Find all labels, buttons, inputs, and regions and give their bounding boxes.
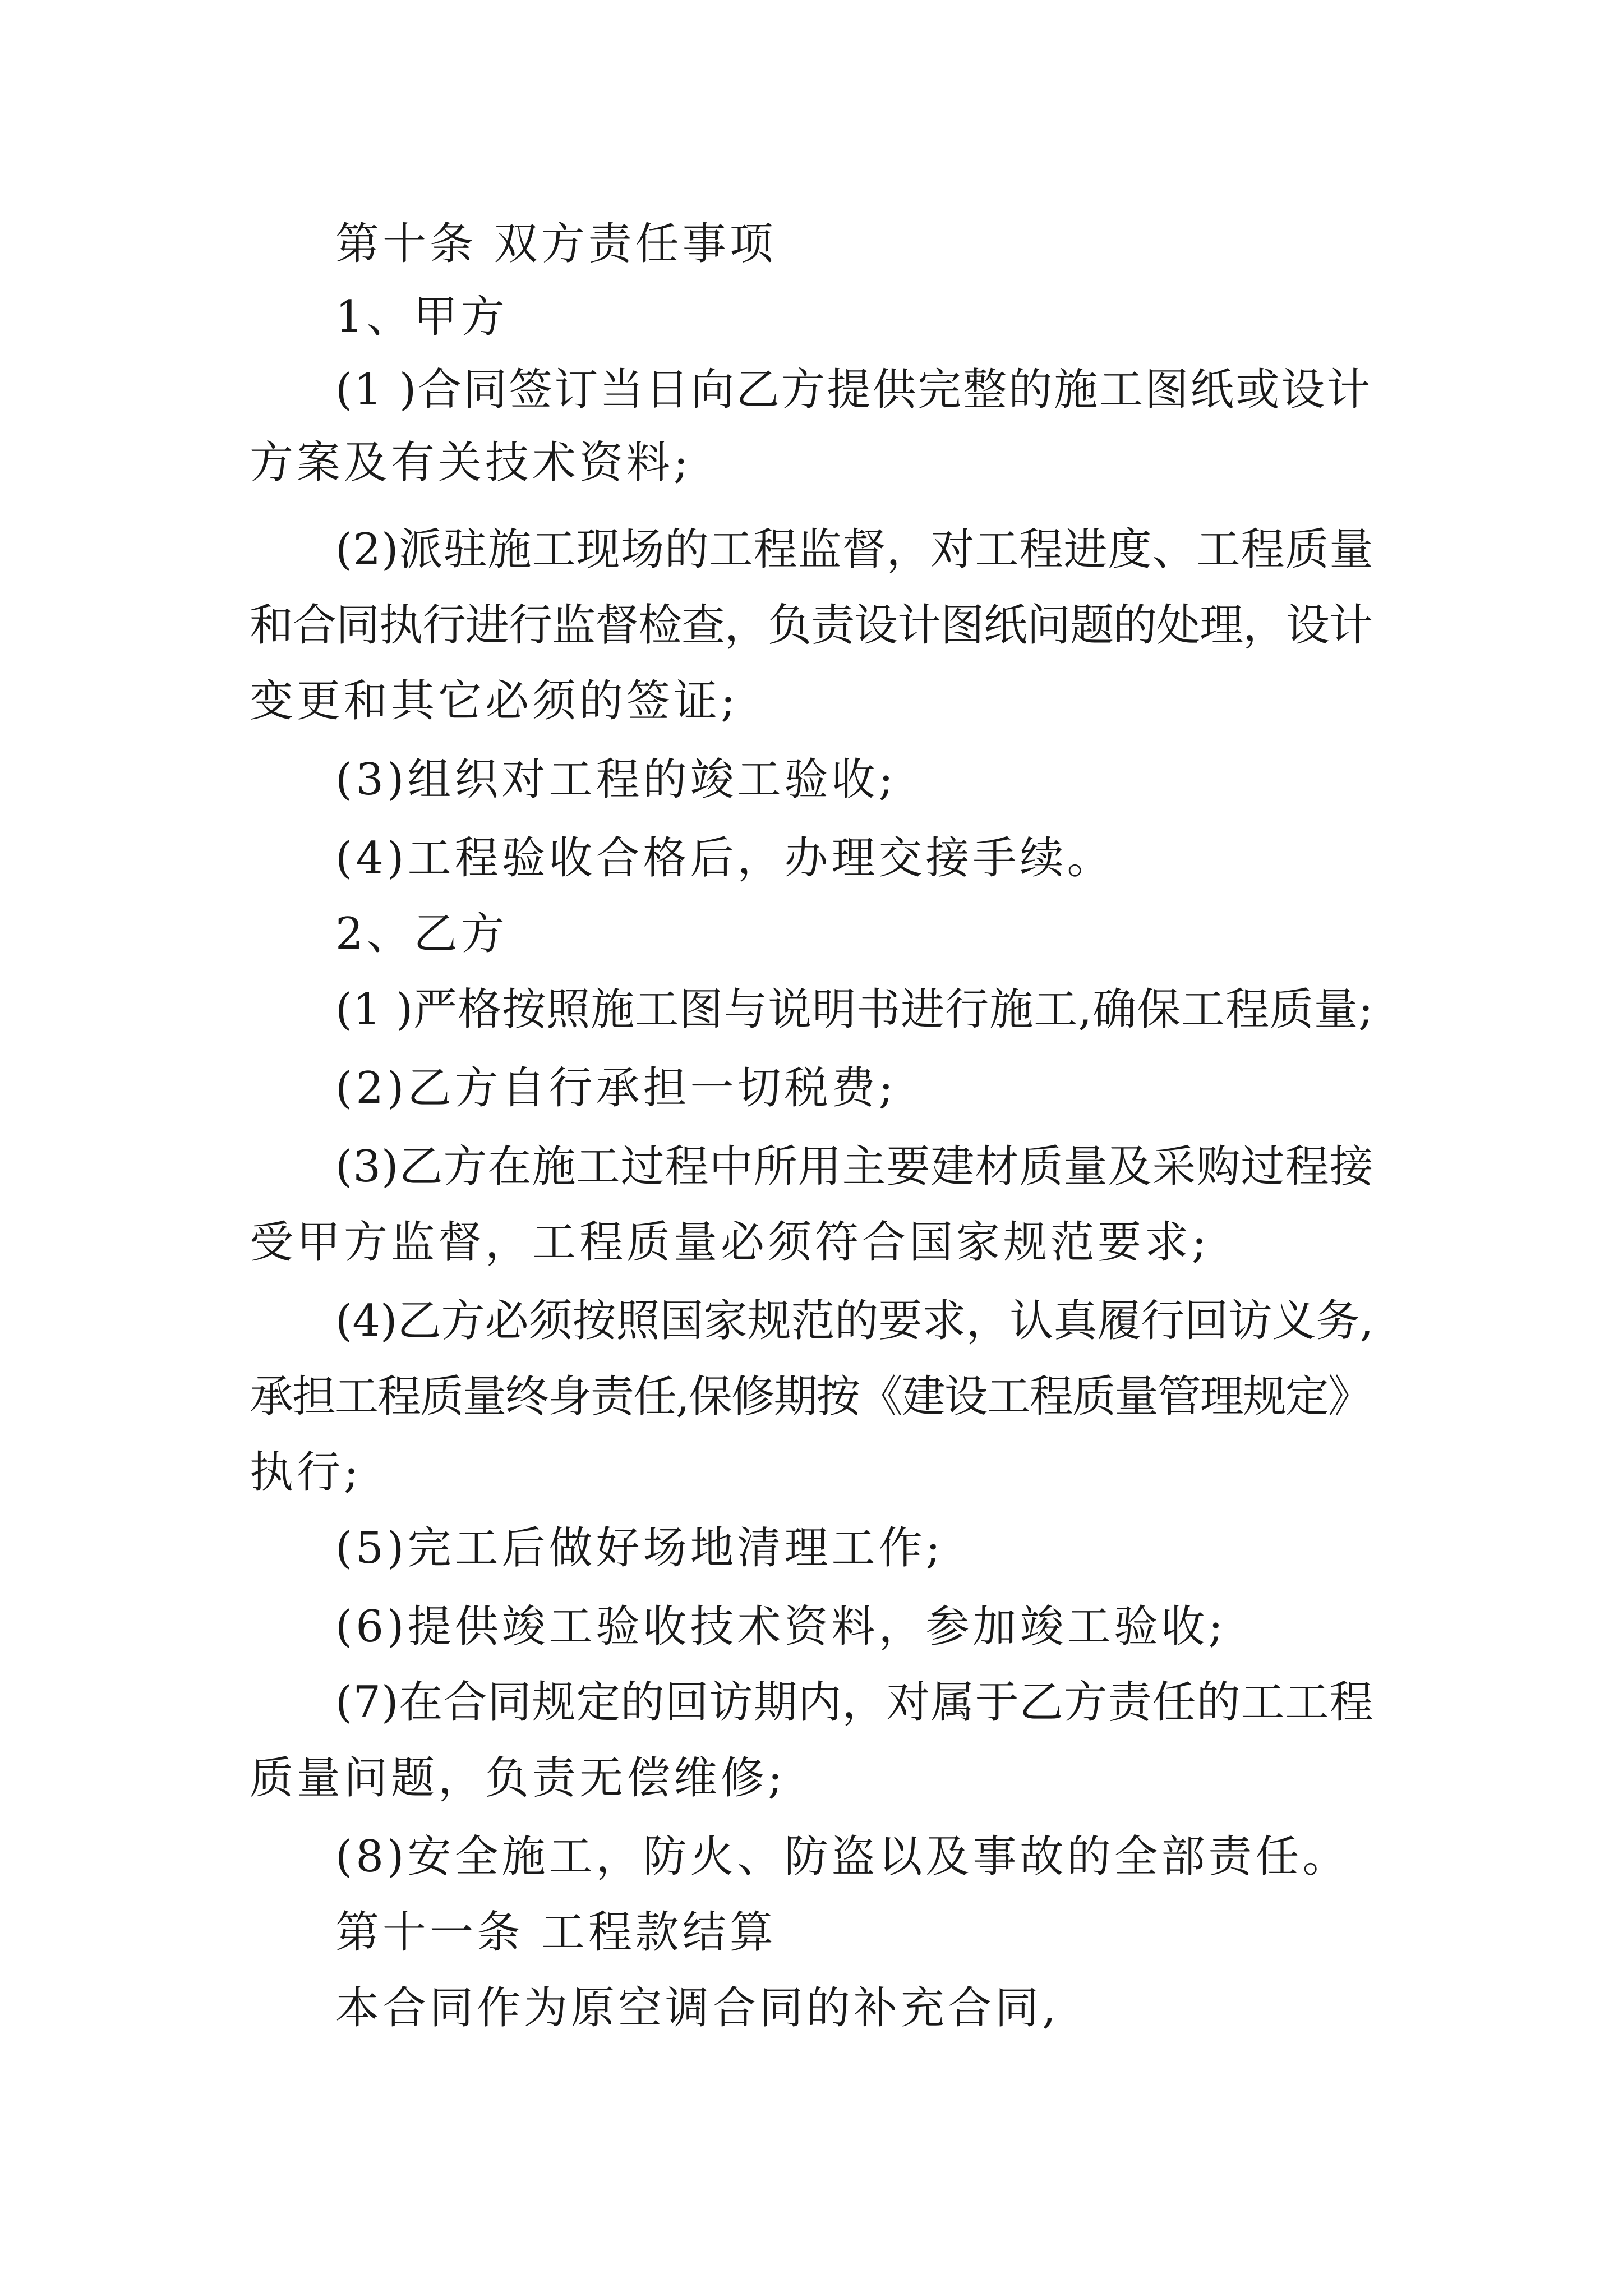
party-b-heading: 2、乙方: [335, 909, 508, 959]
party-b-item-4-line-1: (4)乙方必须按照国家规范的要求，认真履行回访义务,: [335, 1296, 1374, 1346]
party-b-item-7-line-2: 质量问题，负责无偿维修;: [250, 1753, 786, 1803]
party-b-item-2: (2)乙方自行承担一切税费;: [335, 1063, 897, 1114]
party-a-item-2-line-1: (2)派驻施工现场的工程监督，对工程进度、工程质量: [335, 524, 1374, 575]
article-11-heading: 第十一条 工程款结算: [335, 1907, 777, 1958]
party-a-item-2-line-3: 变更和其它必须的签证;: [250, 676, 739, 726]
party-a-item-4: (4)工程验收合格后，办理交接手续。: [335, 833, 1114, 884]
party-b-item-1: (1 )严格按照施工图与说明书进行施工,确保工程质量;: [335, 984, 1374, 1035]
party-b-item-6: (6)提供竣工验收技术资料，参加竣工验收;: [335, 1602, 1227, 1652]
party-b-item-8: (8)安全施工，防火、防盗以及事故的全部责任。: [335, 1832, 1350, 1882]
party-a-heading: 1、甲方: [335, 292, 508, 342]
party-a-item-3: (3)组织对工程的竣工验收;: [335, 754, 897, 805]
party-b-item-3-line-2: 受甲方监督，工程质量必须符合国家规范要求;: [250, 1217, 1210, 1268]
article-11-body: 本合同作为原空调合同的补充合同,: [335, 1983, 1059, 2033]
party-b-item-3-line-1: (3)乙方在施工过程中所用主要建材质量及采购过程接: [335, 1142, 1374, 1192]
party-b-item-7-line-1: (7)在合同规定的回访期内，对属于乙方责任的工工程: [335, 1677, 1374, 1728]
party-a-item-1-line-1: (1 )合同签订当日向乙方提供完整的施工图纸或设计: [335, 365, 1372, 415]
party-b-item-5: (5)完工后做好场地清理工作;: [335, 1523, 944, 1573]
party-b-item-4-line-3: 执行;: [250, 1447, 362, 1498]
party-b-item-4-line-2: 承担工程质量终身责任,保修期按《建设工程质量管理规定》: [250, 1372, 1371, 1422]
party-a-item-2-line-2: 和合同执行进行监督检查，负责设计图纸问题的处理，设计: [250, 600, 1373, 651]
article-10-heading: 第十条 双方责任事项: [335, 219, 777, 269]
party-a-item-1-line-2: 方案及有关技术资料;: [250, 438, 692, 488]
